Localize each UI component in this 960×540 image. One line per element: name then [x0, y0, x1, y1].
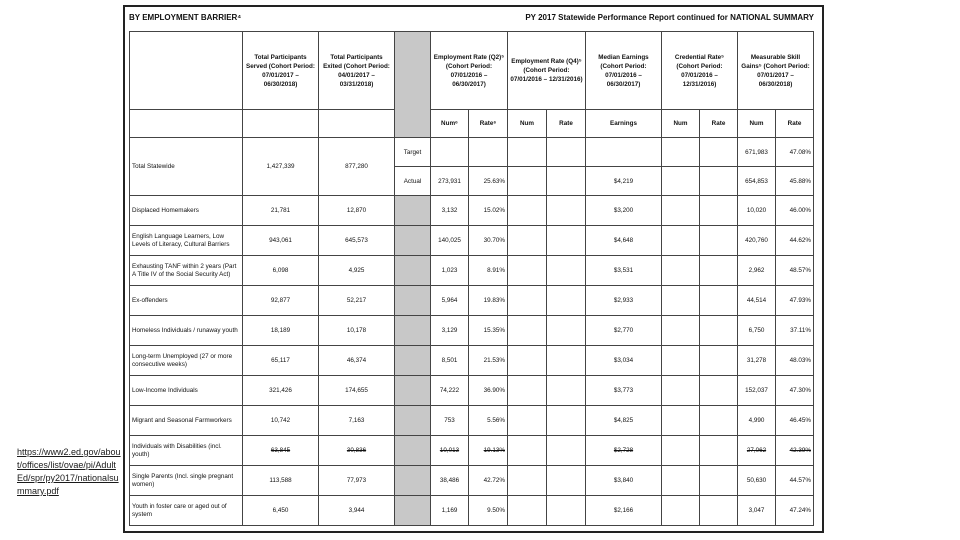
row-earnings: $2,770: [586, 316, 662, 346]
row-skill-rate: 44.57%: [776, 466, 814, 496]
sub-num-credential: Num: [662, 110, 700, 138]
row-earnings: $3,034: [586, 346, 662, 376]
row-credential-rate: [700, 286, 738, 316]
row-gray-cell: [395, 376, 431, 406]
header-gray-cell: [395, 32, 431, 138]
actual-label: Actual: [395, 167, 431, 196]
table-row: [130, 406, 814, 436]
row-credential-rate: [700, 316, 738, 346]
total-name: Total Statewide: [130, 138, 243, 196]
row-earnings: $2,166: [586, 496, 662, 526]
table-row: [130, 196, 814, 226]
row-q4-rate: [547, 406, 586, 436]
total-served: 1,427,339: [243, 138, 319, 196]
row-credential-rate: [700, 496, 738, 526]
row-name: Individuals with Disabilities (incl. youth): [130, 436, 243, 466]
actual-q2-num: 273,931: [431, 167, 469, 196]
row-skill-num: 6,750: [738, 316, 776, 346]
row-earnings: $3,200: [586, 196, 662, 226]
row-exited: 174,655: [319, 376, 395, 406]
performance-table: [129, 31, 814, 526]
row-earnings: $3,840: [586, 466, 662, 496]
row-credential-num: [662, 226, 700, 256]
row-served: 10,742: [243, 406, 319, 436]
row-skill-rate: 47.24%: [776, 496, 814, 526]
row-q2-rate: 15.02%: [469, 196, 508, 226]
row-q4-num: [508, 466, 547, 496]
sub-rate-q4: Rate: [547, 110, 586, 138]
row-q2-rate: 8.91%: [469, 256, 508, 286]
row-earnings: $2,728: [586, 436, 662, 466]
row-skill-num: 3,047: [738, 496, 776, 526]
row-q4-num: [508, 286, 547, 316]
row-q2-num: 3,129: [431, 316, 469, 346]
sub-num-q2: Num⁶: [431, 110, 469, 138]
row-served: 6,098: [243, 256, 319, 286]
row-credential-num: [662, 436, 700, 466]
row-credential-num: [662, 286, 700, 316]
row-earnings: $3,531: [586, 256, 662, 286]
row-q4-rate: [547, 466, 586, 496]
row-q4-rate: [547, 346, 586, 376]
col-credential-rate: Credential Rate⁵ (Cohort Period: 07/01/2016 – 12/31/2016): [662, 32, 738, 110]
row-q4-num: [508, 496, 547, 526]
row-skill-num: 44,514: [738, 286, 776, 316]
sub-rate-skill: Rate: [776, 110, 814, 138]
row-q2-rate: 21.53%: [469, 346, 508, 376]
row-skill-rate: 42.39%: [776, 436, 814, 466]
row-served: 92,877: [243, 286, 319, 316]
row-q4-num: [508, 316, 547, 346]
row-credential-rate: [700, 256, 738, 286]
row-credential-num: [662, 406, 700, 436]
row-q4-num: [508, 346, 547, 376]
report-frame: [123, 5, 824, 533]
row-exited: 30,836: [319, 436, 395, 466]
row-name: Youth in foster care or aged out of system: [130, 496, 243, 526]
row-q2-rate: 15.35%: [469, 316, 508, 346]
row-skill-num: 2,962: [738, 256, 776, 286]
row-credential-rate: [700, 226, 738, 256]
sub-rate-q2: Rate⁶: [469, 110, 508, 138]
table-row: [130, 346, 814, 376]
row-q4-num: [508, 226, 547, 256]
table-row: [130, 496, 814, 526]
row-served: 18,189: [243, 316, 319, 346]
row-q4-rate: [547, 226, 586, 256]
total-exited: 877,280: [319, 138, 395, 196]
row-name: English Language Learners, Low Levels of Literacy, Cultural Barriers: [130, 226, 243, 256]
table-row: [130, 316, 814, 346]
row-q4-num: [508, 376, 547, 406]
row-credential-num: [662, 466, 700, 496]
row-name: Ex-offenders: [130, 286, 243, 316]
sub-num-skill: Num: [738, 110, 776, 138]
col-employment-q2: Employment Rate (Q2)⁵ (Cohort Period: 07/01/2016 – 06/30/2017): [431, 32, 508, 110]
row-skill-num: 27,062: [738, 436, 776, 466]
table-row: [130, 436, 814, 466]
row-name: Single Parents (Incl. single pregnant women): [130, 466, 243, 496]
row-served: 113,588: [243, 466, 319, 496]
row-name: Homeless Individuals / runaway youth: [130, 316, 243, 346]
row-credential-num: [662, 316, 700, 346]
source-link[interactable]: https://www2.ed.gov/about/offices/list/ovae/pi/AdultEd/spr/py2017/nationalsummary.pdf: [17, 447, 121, 496]
row-skill-rate: 46.45%: [776, 406, 814, 436]
row-earnings: $2,933: [586, 286, 662, 316]
report-header: [125, 7, 822, 30]
row-q2-rate: 5.56%: [469, 406, 508, 436]
row-q2-rate: 19.83%: [469, 286, 508, 316]
header-blank: [130, 32, 243, 110]
row-q4-num: [508, 436, 547, 466]
row-credential-rate: [700, 406, 738, 436]
row-credential-num: [662, 346, 700, 376]
target-skill-rate: 47.08%: [776, 138, 814, 167]
row-served: 65,117: [243, 346, 319, 376]
row-gray-cell: [395, 316, 431, 346]
sub-rate-credential: Rate: [700, 110, 738, 138]
table-row: [130, 376, 814, 406]
total-target-row: [130, 138, 814, 167]
row-q4-rate: [547, 286, 586, 316]
row-q2-num: 10,013: [431, 436, 469, 466]
row-skill-num: 4,990: [738, 406, 776, 436]
row-served: 21,781: [243, 196, 319, 226]
row-q2-num: 753: [431, 406, 469, 436]
row-q2-num: 1,169: [431, 496, 469, 526]
row-earnings: $4,825: [586, 406, 662, 436]
row-gray-cell: [395, 196, 431, 226]
col-total-served: Total Participants Served (Cohort Period: 07/01/2017 – 06/30/2018): [243, 32, 319, 110]
actual-skill-num: 654,853: [738, 167, 776, 196]
row-q2-num: 8,501: [431, 346, 469, 376]
row-skill-rate: 47.93%: [776, 286, 814, 316]
col-total-exited: Total Participants Exited (Cohort Period: 04/01/2017 – 03/31/2018): [319, 32, 395, 110]
row-skill-rate: 37.11%: [776, 316, 814, 346]
row-name: Exhausting TANF within 2 years (Part A Title IV of the Social Security Act): [130, 256, 243, 286]
row-skill-rate: 48.03%: [776, 346, 814, 376]
row-q4-rate: [547, 196, 586, 226]
row-exited: 77,973: [319, 466, 395, 496]
row-q2-num: 140,025: [431, 226, 469, 256]
row-skill-num: 420,760: [738, 226, 776, 256]
row-gray-cell: [395, 466, 431, 496]
row-gray-cell: [395, 496, 431, 526]
table-row: [130, 286, 814, 316]
row-credential-rate: [700, 346, 738, 376]
row-exited: 7,163: [319, 406, 395, 436]
row-skill-rate: 47.30%: [776, 376, 814, 406]
row-name: Long-term Unemployed (27 or more consecutive weeks): [130, 346, 243, 376]
row-credential-rate: [700, 436, 738, 466]
actual-skill-rate: 45.88%: [776, 167, 814, 196]
row-earnings: $4,648: [586, 226, 662, 256]
row-q2-rate: 42.72%: [469, 466, 508, 496]
col-median-earnings: Median Earnings (Cohort Period: 07/01/2016 – 06/30/2017): [586, 32, 662, 110]
row-skill-num: 10,020: [738, 196, 776, 226]
row-gray-cell: [395, 286, 431, 316]
row-skill-num: 31,278: [738, 346, 776, 376]
row-exited: 645,573: [319, 226, 395, 256]
row-exited: 4,925: [319, 256, 395, 286]
row-credential-rate: [700, 196, 738, 226]
row-q4-rate: [547, 436, 586, 466]
row-credential-num: [662, 496, 700, 526]
row-gray-cell: [395, 346, 431, 376]
target-label: Target: [395, 138, 431, 167]
row-q4-rate: [547, 316, 586, 346]
row-served: 63,845: [243, 436, 319, 466]
table-row: [130, 466, 814, 496]
row-name: Low-Income Individuals: [130, 376, 243, 406]
report-title: PY 2017 Statewide Performance Report continued for NATIONAL SUMMARY: [525, 13, 814, 22]
row-skill-num: 152,037: [738, 376, 776, 406]
col-skill-gains: Measurable Skill Gains⁵ (Cohort Period: 07/01/2017 – 06/30/2018): [738, 32, 814, 110]
row-name: Displaced Homemakers: [130, 196, 243, 226]
row-exited: 52,217: [319, 286, 395, 316]
sub-earnings: Earnings: [586, 110, 662, 138]
row-q2-num: 74,222: [431, 376, 469, 406]
row-skill-num: 50,630: [738, 466, 776, 496]
row-q4-rate: [547, 376, 586, 406]
row-exited: 3,944: [319, 496, 395, 526]
row-exited: 12,870: [319, 196, 395, 226]
row-q2-num: 3,132: [431, 196, 469, 226]
row-q2-rate: 36.90%: [469, 376, 508, 406]
target-skill-num: 671,983: [738, 138, 776, 167]
row-name: Migrant and Seasonal Farmworkers: [130, 406, 243, 436]
row-q2-num: 1,023: [431, 256, 469, 286]
row-served: 943,061: [243, 226, 319, 256]
row-gray-cell: [395, 226, 431, 256]
col-employment-q4: Employment Rate (Q4)⁵ (Cohort Period: 07/01/2016 – 12/31/2016): [508, 32, 586, 110]
row-q4-num: [508, 196, 547, 226]
actual-q2-rate: 25.63%: [469, 167, 508, 196]
row-q4-rate: [547, 496, 586, 526]
row-served: 321,426: [243, 376, 319, 406]
row-q4-rate: [547, 256, 586, 286]
row-skill-rate: 46.00%: [776, 196, 814, 226]
row-q2-rate: 30.70%: [469, 226, 508, 256]
row-q2-num: 5,964: [431, 286, 469, 316]
row-q4-num: [508, 406, 547, 436]
row-credential-num: [662, 196, 700, 226]
actual-earnings: $4,219: [586, 167, 662, 196]
row-q2-num: 38,486: [431, 466, 469, 496]
row-gray-cell: [395, 406, 431, 436]
table-row: [130, 226, 814, 256]
row-skill-rate: 48.57%: [776, 256, 814, 286]
row-served: 6,450: [243, 496, 319, 526]
row-earnings: $3,773: [586, 376, 662, 406]
sub-num-q4: Num: [508, 110, 547, 138]
row-q2-rate: 9.50%: [469, 496, 508, 526]
row-exited: 10,178: [319, 316, 395, 346]
row-credential-num: [662, 376, 700, 406]
row-q2-rate: 19.13%: [469, 436, 508, 466]
row-gray-cell: [395, 256, 431, 286]
row-q4-num: [508, 256, 547, 286]
section-title: BY EMPLOYMENT BARRIER⁴: [129, 13, 242, 22]
table-row: [130, 256, 814, 286]
row-credential-rate: [700, 376, 738, 406]
row-exited: 46,374: [319, 346, 395, 376]
row-credential-num: [662, 256, 700, 286]
row-skill-rate: 44.62%: [776, 226, 814, 256]
row-credential-rate: [700, 466, 738, 496]
row-gray-cell: [395, 436, 431, 466]
